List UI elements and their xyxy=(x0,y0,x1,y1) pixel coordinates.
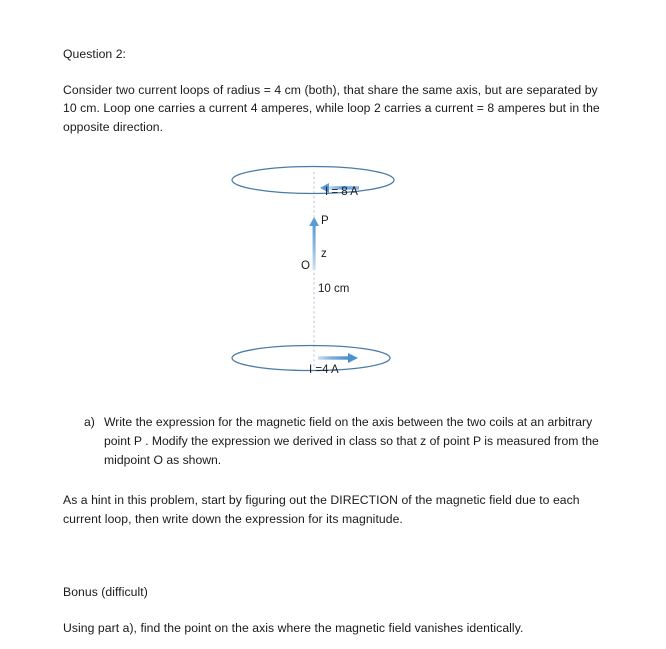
point-p-label: P xyxy=(321,215,329,228)
z-label: z xyxy=(321,248,327,261)
list-item xyxy=(84,413,611,469)
top-loop-current-label: I = 8 A xyxy=(325,186,358,199)
two-current-loops-diagram xyxy=(63,158,611,413)
document-body xyxy=(63,45,611,638)
part-a-text: Write the expression for the magnetic field on the axis between the two coils at an arbitrary point P . Modify the expression we derived in class so that z of point P is measured from the midpoint O as shown. xyxy=(104,415,599,467)
part-a-marker: a) xyxy=(84,415,95,430)
spacer xyxy=(63,136,611,158)
bonus-heading: Bonus (difficult) xyxy=(63,585,148,600)
origin-o-label: O xyxy=(301,260,310,273)
spacer xyxy=(63,64,611,81)
top-current-loop xyxy=(232,167,394,194)
z-axis-arrow xyxy=(309,217,319,270)
separation-distance-label: 10 cm xyxy=(318,283,350,296)
bonus-paragraph: Using part a), find the point on the axis where the magnetic field vanishes identically. xyxy=(63,620,524,635)
hint-paragraph: As a hint in this problem, start by figuring out the DIRECTION of the magnetic field due to each current loop, then write down the expression for its magnitude. xyxy=(63,493,580,526)
bottom-current-direction-arrow xyxy=(318,353,358,363)
bottom-loop-current-label: I =4 A xyxy=(309,364,339,377)
question-heading: Question 2: xyxy=(63,47,127,61)
spacer xyxy=(63,469,611,491)
intro-paragraph: Consider two current loops of radius = 4 cm (both), that share the same axis, but are separated by 10 cm. Loop one carries a current 4 amperes, while loop 2 carries a current = 8 amperes but in the opposite direction. xyxy=(63,82,600,134)
spacer xyxy=(63,528,611,583)
spacer xyxy=(63,602,611,619)
part-a-list xyxy=(84,413,611,469)
